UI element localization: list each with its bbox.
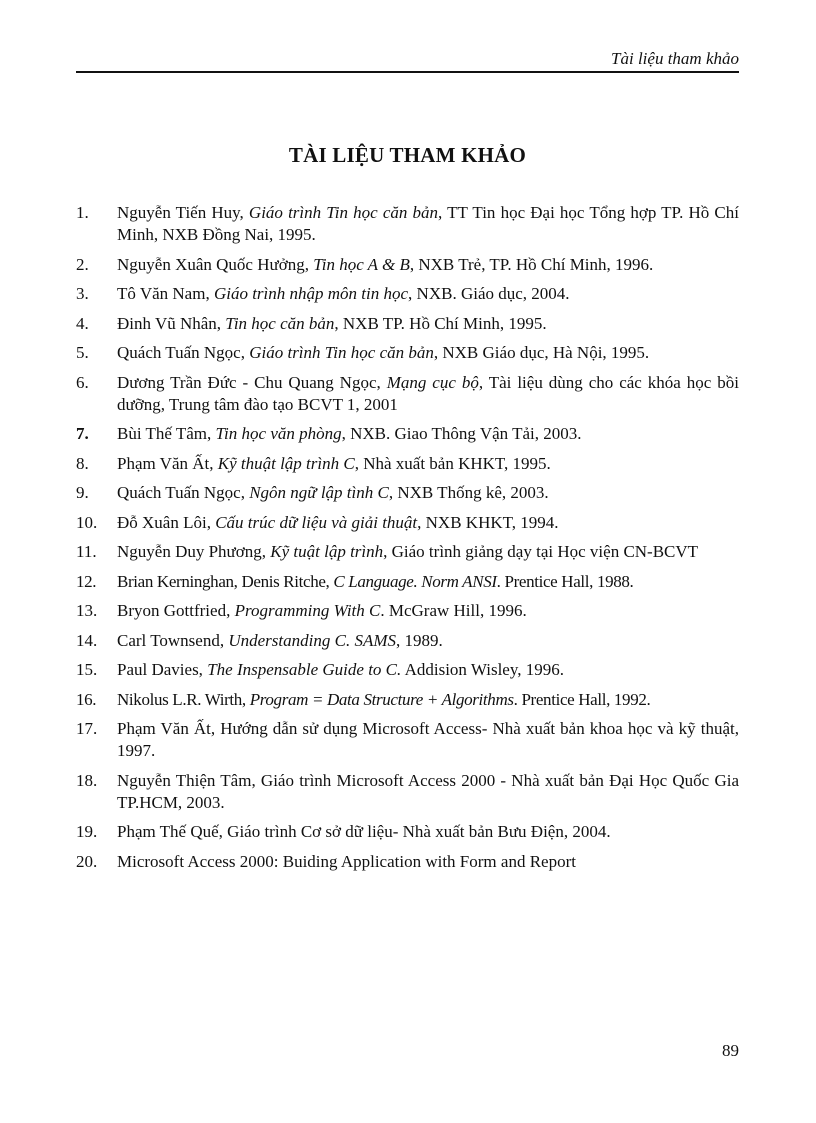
- reference-number: 7.: [76, 424, 89, 443]
- reference-text: Phạm Văn Ất, Hướng dẫn sử dụng Microsoft Access- Nhà xuất bản khoa học và kỹ thuật, 1997.: [117, 719, 739, 760]
- reference-author: Carl Townsend,: [117, 630, 229, 650]
- reference-list: [76, 202, 739, 880]
- reference-number: 17.: [76, 719, 98, 738]
- reference-title: Mạng cục bộ: [386, 372, 479, 392]
- reference-item: [76, 313, 739, 335]
- reference-title: Giáo trình nhập môn tin học: [213, 284, 409, 303]
- reference-author: Quách Tuấn Ngọc,: [117, 343, 250, 362]
- reference-number: 12.: [76, 571, 97, 591]
- reference-item: [76, 482, 739, 504]
- reference-number: 9.: [76, 483, 89, 502]
- reference-publisher: , Giáo trình giảng dạy tại Học viện CN-BCVT: [383, 542, 699, 561]
- reference-author: Bryon Gottfried,: [117, 601, 235, 620]
- reference-author: Phạm Văn Ất,: [117, 453, 218, 473]
- reference-publisher: . Prentice Hall, 1992.: [513, 689, 651, 709]
- reference-publisher: , NXB TP. Hồ Chí Minh, 1995.: [334, 313, 547, 333]
- reference-publisher: , NXB. Giao Thông Vận Tải, 2003.: [341, 424, 582, 443]
- reference-number: 15.: [76, 660, 98, 679]
- reference-item: [76, 541, 739, 563]
- reference-item: [76, 512, 739, 534]
- reference-item: [76, 372, 739, 416]
- reference-number: 11.: [76, 542, 97, 561]
- reference-item: [76, 254, 739, 276]
- reference-title: Program = Data Structure + Algorithms: [249, 689, 514, 709]
- reference-author: Nguyễn Xuân Quốc Hưởng,: [117, 254, 314, 274]
- reference-title: Ngôn ngữ lập tình C: [249, 483, 389, 502]
- reference-number: 20.: [76, 851, 98, 871]
- reference-publisher: , NXB Giáo dục, Hà Nội, 1995.: [433, 343, 650, 362]
- reference-title: Tin học căn bản: [225, 313, 335, 333]
- reference-number: 18.: [76, 770, 98, 790]
- reference-author: Đinh Vũ Nhân,: [117, 313, 226, 333]
- reference-author: Nguyễn Tiến Huy,: [117, 203, 249, 222]
- reference-text: Nguyễn Thiện Tâm, Giáo trình Microsoft Access 2000 - Nhà xuất bản Đại Học Quốc Gia TP.HCM, 2003.: [117, 770, 739, 812]
- reference-title: Giáo trình Tin học căn bản: [248, 203, 439, 222]
- reference-publisher: . McGraw Hill, 1996.: [380, 601, 527, 620]
- reference-item: [76, 689, 739, 711]
- reference-number: 1.: [76, 203, 89, 222]
- reference-number: 4.: [76, 313, 89, 333]
- reference-author: Paul Davies,: [117, 660, 208, 679]
- page-number: 89: [722, 1041, 739, 1060]
- reference-item: [76, 571, 739, 593]
- reference-number: 2.: [76, 254, 89, 274]
- reference-item: [76, 770, 739, 814]
- reference-author: Tô Văn Nam,: [117, 284, 214, 303]
- reference-item: [76, 821, 739, 843]
- reference-number: 8.: [76, 453, 89, 473]
- running-header: Tài liệu tham khảo: [611, 49, 739, 68]
- reference-item: [76, 718, 739, 762]
- reference-publisher: , NXB Thống kê, 2003.: [388, 483, 549, 502]
- reference-publisher: Addision Wisley, 1996.: [401, 660, 564, 679]
- reference-text: Phạm Thế Quế, Giáo trình Cơ sở dữ liệu- Nhà xuất bản Bưu Điện, 2004.: [117, 822, 611, 841]
- reference-publisher: , Nhà xuất bản KHKT, 1995.: [354, 453, 551, 473]
- reference-item: [76, 283, 739, 305]
- reference-publisher: , 1989.: [396, 630, 443, 650]
- reference-item: [76, 659, 739, 681]
- reference-author: Brian Kerninghan, Denis Ritche,: [117, 571, 334, 591]
- reference-title: Programming With C: [234, 601, 381, 620]
- reference-item: [76, 851, 739, 873]
- reference-item: [76, 630, 739, 652]
- reference-publisher: , NXB. Giáo dục, 2004.: [408, 284, 570, 303]
- reference-publisher: , TT Tin học Đại học Tổng hợp TP. Hồ Chí Minh, NXB Đồng Nai, 1995.: [117, 203, 739, 244]
- reference-number: 14.: [76, 630, 98, 650]
- reference-author: Nguyễn Duy Phương,: [117, 542, 271, 561]
- reference-title: Giáo trình Tin học căn bản: [249, 343, 434, 362]
- reference-title: The Inspensable Guide to C.: [207, 660, 402, 679]
- reference-item: [76, 453, 739, 475]
- reference-publisher: . Prentice Hall, 1988.: [496, 571, 634, 591]
- reference-title: Kỹ tuật lập trình: [270, 542, 384, 561]
- reference-item: [76, 202, 739, 246]
- reference-publisher: , NXB Trẻ, TP. Hồ Chí Minh, 1996.: [409, 254, 654, 274]
- reference-author: Nikolus L.R. Wirth,: [117, 689, 250, 709]
- page-title: TÀI LIỆU THAM KHẢO: [288, 143, 527, 167]
- reference-title: C Language. Norm ANSI: [333, 571, 497, 591]
- header-rule: [76, 71, 739, 73]
- reference-number: 6.: [76, 372, 89, 392]
- reference-item: [76, 600, 739, 622]
- reference-number: 13.: [76, 601, 98, 620]
- reference-text: Microsoft Access 2000: Buiding Application with Form and Report: [117, 851, 576, 871]
- reference-number: 5.: [76, 343, 89, 362]
- reference-number: 3.: [76, 284, 89, 303]
- reference-author: Đỗ Xuân Lôi,: [117, 512, 216, 532]
- reference-author: Dương Trần Đức - Chu Quang Ngọc,: [117, 372, 387, 392]
- reference-number: 16.: [76, 689, 97, 709]
- reference-title: Kỹ thuật lập trình C: [217, 453, 355, 473]
- reference-item: [76, 423, 739, 445]
- reference-title: Tin học văn phòng: [215, 424, 342, 443]
- reference-item: [76, 342, 739, 364]
- reference-publisher: , Tài liệu dùng cho các khóa học bồi dưỡng, Trung tâm đào tạo BCVT 1, 2001: [117, 372, 739, 414]
- reference-publisher: , NXB KHKT, 1994.: [417, 512, 559, 532]
- reference-title: Tin học A & B: [313, 254, 410, 274]
- reference-number: 19.: [76, 822, 98, 841]
- reference-author: Bùi Thế Tâm,: [117, 424, 216, 443]
- reference-title: Cấu trúc dữ liệu và giải thuật: [215, 512, 418, 532]
- reference-title: Understanding C. SAMS: [228, 630, 396, 650]
- reference-author: Quách Tuấn Ngọc,: [117, 483, 250, 502]
- reference-number: 10.: [76, 512, 98, 532]
